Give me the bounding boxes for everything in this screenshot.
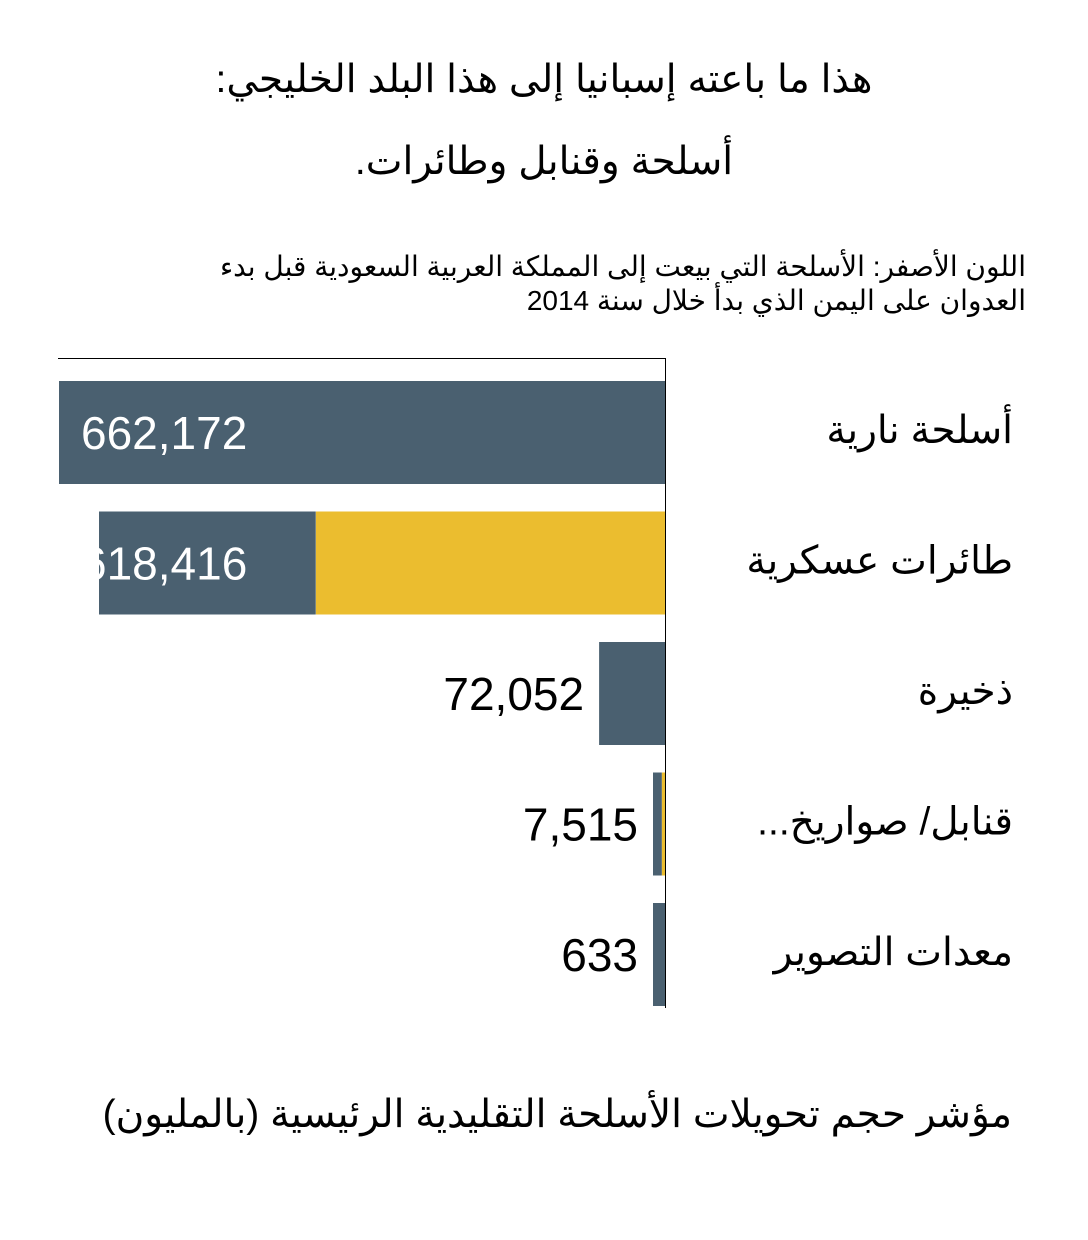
value-label-4: 633 <box>561 929 638 981</box>
category-label-1: طائرات عسكرية <box>746 539 1013 583</box>
value-label-2: 72,052 <box>443 668 585 720</box>
title-line-2: أسلحة وقنابل وطائرات. <box>354 140 734 183</box>
bar-segment-before-3 <box>662 773 665 876</box>
category-label-4: معدات التصوير <box>773 931 1013 974</box>
bar-segment-after-3 <box>653 773 662 876</box>
category-label-2: ذخيرة <box>917 670 1013 713</box>
category-label-0: أسلحة نارية <box>826 409 1013 452</box>
value-label-1: 618,416 <box>81 537 248 590</box>
category-label-3: قنابل/ صواريخ... <box>757 800 1013 844</box>
legend-note-line-2: العدوان على اليمن الذي بدأ خلال سنة 2014 <box>526 285 1026 316</box>
title-line-1: هذا ما باعته إسبانيا إلى هذا البلد الخليجي: <box>215 58 873 101</box>
bar-segment-after-2 <box>599 642 665 745</box>
value-label-0: 662,172 <box>81 407 248 459</box>
axis-caption: مؤشر حجم تحويلات الأسلحة التقليدية الرئيسية (بالمليون) <box>102 1093 1012 1136</box>
bar-segment-before-1 <box>316 512 665 615</box>
bar-segment-after-4 <box>653 903 665 1006</box>
value-label-3: 7,515 <box>522 798 638 851</box>
legend-note-line-1: اللون الأصفر: الأسلحة التي بيعت إلى المملكة العربية السعودية قبل بدء <box>219 251 1026 282</box>
